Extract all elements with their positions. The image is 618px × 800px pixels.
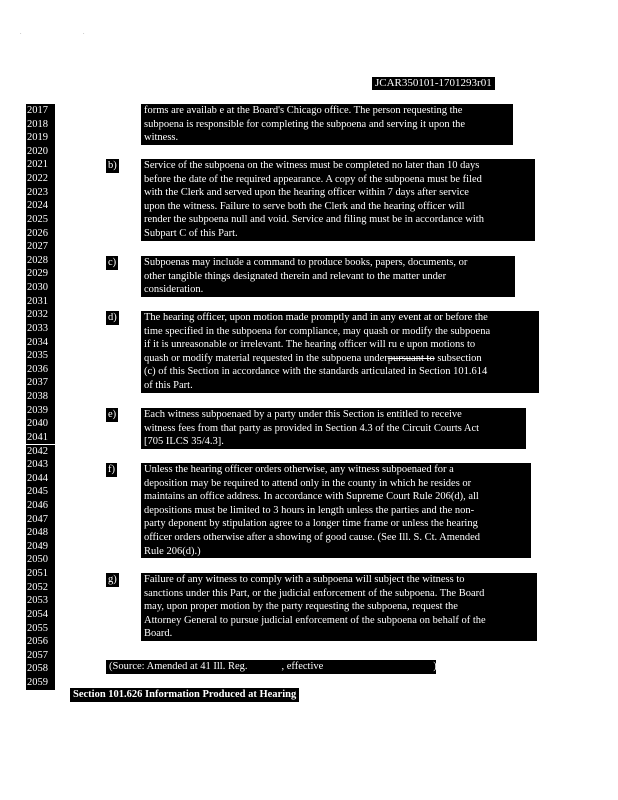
text-line: witness fees from that party as provided in Section 4.3 of the Circuit Courts Act [144,422,480,434]
source-prefix: (Source: Amended at 41 Ill. Reg. [109,661,248,672]
paragraph-a-continuation [141,104,513,145]
line-number: 2035 [26,349,55,363]
paragraph-b [141,159,535,241]
struck-text: pursuant to [387,352,435,364]
text-line: deposition may be required to attend only in the county in which he resides or [144,477,472,489]
source-middle: , effective [281,661,324,672]
line-number: 2056 [26,635,55,649]
source-suffix: ) [433,661,437,672]
line-number: 2028 [26,254,55,268]
line-number: 2043 [26,458,55,472]
line-number: 2036 [26,363,55,377]
line-number: 2053 [26,594,55,608]
paragraph-label-e: e) [108,409,117,420]
text-line: (c) of this Section in accordance with the standards articulated in Section 101.614 [144,366,488,378]
text-line: with the Clerk and served upon the hearing officer within 7 days after service [144,187,469,199]
text-line: Each witness subpoenaed by a party under this Section is entitled to receive [144,409,462,420]
line-number: 2052 [26,581,55,595]
line-number: 2029 [26,267,55,281]
text-line: subpoena is responsible for completing the subpoena and serving it upon the [144,118,466,130]
line-number: 2050 [26,553,55,567]
paragraph-g [141,573,537,641]
document-id: JCAR350101-1701293r01 [372,77,495,90]
text-line: Subpoenas may include a command to produce books, papers, documents, or [144,257,468,268]
paragraph-d [141,311,539,393]
text-line: before the date of the required appearance. A copy of the subpoena must be filed [144,173,482,185]
text-line: [705 ILCS 35/4.3]. [144,436,224,448]
line-number: 2026 [26,227,55,241]
paragraph-e [141,408,526,449]
text-line: sanctions under this Part, or the judicial enforcement of the subpoena. The Board [144,587,485,599]
text-line: may, upon proper motion by the party requesting the subpoena, request the [144,601,458,613]
text-line: maintains an office address. In accordance with Supreme Court Rule 206(d), all [144,491,479,503]
line-number: 2030 [26,281,55,295]
paragraph-f [141,463,531,558]
text-line: if it is unreasonable or irrelevant. The hearing officer will ru e upon motions to [144,339,476,351]
line-number: 2041 [26,431,55,445]
line-number: 2017 [26,104,55,118]
paragraph-label-f: f) [108,464,115,475]
line-number: 2031 [26,295,55,309]
line-number: 2033 [26,322,55,336]
line-number: 2054 [26,608,55,622]
paragraph-label-b: b) [108,160,117,171]
text-fragment: subsection [434,352,482,364]
paragraph-c [141,256,515,297]
paragraph-label-g: g) [108,574,117,585]
text-line: other tangible things designated therein and relevant to the matter under [144,270,447,282]
text-line [144,352,536,366]
line-number: 2044 [26,472,55,486]
line-number: 2038 [26,390,55,404]
text-line: of this Part. [144,379,193,391]
text-line: The hearing officer, upon motion made promptly and in any event at or before the [144,312,488,323]
text-line: render the subpoena null and void. Service and filing must be in accordance with [144,214,484,226]
line-number: 2020 [26,145,55,159]
line-number: 2023 [26,186,55,200]
text-line: Service of the subpoena on the witness must be completed no later than 10 days [144,160,480,171]
section-heading: Section 101.626 Information Produced at Hearing [70,688,299,702]
line-number: 2051 [26,567,55,581]
line-number: 2057 [26,649,55,663]
text-line: upon the witness. Failure to serve both the Clerk and the hearing officer will [144,200,465,212]
line-number: 2039 [26,404,55,418]
line-number: 2040 [26,417,55,431]
text-line: party deponent by stipulation agree to a longer time frame or unless the hearing [144,518,478,530]
text-line: Failure of any witness to comply with a subpoena will subject the witness to [144,574,465,585]
text-line: Attorney General to pursue judicial enforcement of the subpoena on behalf of the [144,614,486,626]
text-line: witness. [144,132,179,144]
line-number: 2059 [26,676,55,690]
text-line: Subpart C of this Part. [144,227,238,239]
line-number: 2032 [26,308,55,322]
scan-specks: . . [20,30,115,36]
text-line: depositions must be limited to 3 hours in length unless the parties and the non- [144,504,475,516]
line-number: 2045 [26,485,55,499]
text-line: Rule 206(d).) [144,545,201,557]
line-number: 2025 [26,213,55,227]
line-number: 2024 [26,199,55,213]
text-line: Board. [144,628,173,640]
line-number: 2027 [26,240,55,254]
line-number: 2042 [26,445,55,459]
text-line: forms are availab e at the Board's Chicago office. The person requesting the [144,105,463,116]
paragraph-label-c: c) [108,257,117,268]
line-number: 2049 [26,540,55,554]
line-number: 2058 [26,662,55,676]
line-number: 2048 [26,526,55,540]
source-note [106,660,436,674]
line-number: 2046 [26,499,55,513]
line-number: 2022 [26,172,55,186]
line-number: 2034 [26,336,55,350]
line-number: 2037 [26,376,55,390]
text-line: time specified in the subpoena for compliance, may quash or modify the subpoena [144,325,491,337]
text-line: consideration. [144,284,204,296]
line-number: 2047 [26,513,55,527]
text-line: Unless the hearing officer orders otherwise, any witness subpoenaed for a [144,464,454,475]
line-number: 2019 [26,131,55,145]
text-line: officer orders otherwise after a showing of good cause. (See Ill. S. Ct. Amended [144,531,481,543]
text-fragment: quash or modify material requested in the subpoena under [144,352,388,364]
line-number: 2018 [26,118,55,132]
line-number: 2021 [26,158,55,172]
line-number: 2055 [26,622,55,636]
paragraph-label-d: d) [108,312,117,323]
